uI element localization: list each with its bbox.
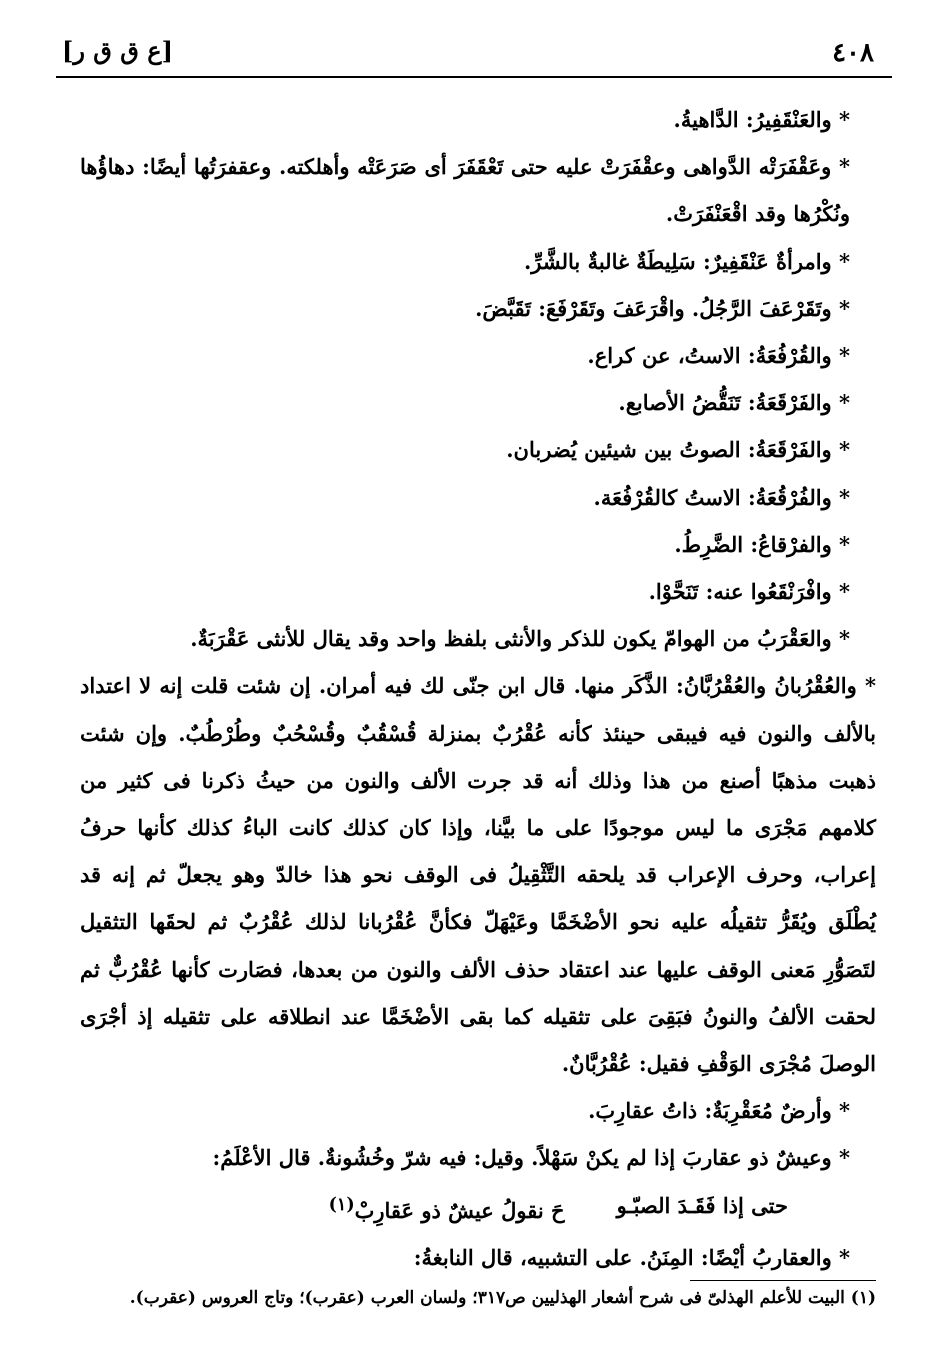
entry-aqarib-minan: * والعقاربُ أيْضًا: المِنَنُ. على التشبيه، قال النابغةُ: xyxy=(413,1244,850,1270)
entry-imraa-anqafir: * وامرأةٌ عَنْقَفِيرٌ: سَلِيطَةٌ غالبةٌ بالشَّرِّ. xyxy=(524,248,850,274)
footnote-marker[interactable]: (١) xyxy=(328,1194,355,1215)
body-text xyxy=(80,96,876,1281)
verse-first-hemistich: حتى إذا فَقَـدَ الصبّـو xyxy=(616,1192,788,1218)
entry-ifranqau: * وافْرَنْقَعُوا عنه: تَنَحَّوْا. xyxy=(648,579,850,605)
footnote: (١) البيت للأعلم الهذلىّ فى شرح أشعار الهذليين ص٣١٧؛ ولسان العرب (عقرب)؛ وتاج العروس (عقرب). xyxy=(129,1288,876,1308)
header-rule xyxy=(56,76,892,78)
entry-aqfarathu: * وعَقْفَرَتْه الدَّواهى وعقْفَرَتْ عليه حتى تَعْقَفَرَ أى صَرَعَتْه وأهلكته. وعقفرَتُها أيضًا: دهاؤُها ونُكْرُها وقد اقْعَنْفَرَتْ. xyxy=(80,154,850,227)
entry-anqafir: * والعَنْقَفِيرُ: الدَّاهيةُ. xyxy=(673,107,850,132)
entry-aysh-aqarib: * وعيشٌ ذو عقاربَ إذا لم يكنْ سَهْلاً. وقيل: فيه شرّ وخُشُونةٌ. قال الأعْلَمُ: xyxy=(212,1145,850,1171)
footnote-rule xyxy=(690,1280,876,1281)
page-number: ٤٠٨ xyxy=(832,38,874,68)
entry-aqrab: * والعَقْرَبُ من الهوامّ يكون للذكر والأنثى بلفظ واحد وقد يقال للأنثى عَقْرَبَةٌ. xyxy=(190,626,850,652)
entry-muaqriba: * وأرضٌ مُعَقْرِبَةٌ: ذاتُ عقارِبَ. xyxy=(588,1098,850,1124)
root-label: [ع ق ق ر] xyxy=(62,36,173,65)
entry-qurfua: * والقُرْفُعَةُ: الاستُ، عن كراع. xyxy=(587,343,850,369)
entry-taqaraafa: * وتَقَرْعَفَ الرَّجُلُ. واقْرَعَفَ وتَقَرْفَعَ: تَقَبَّضَ. xyxy=(475,295,850,321)
entry-farqaa-sawt: * والفَرْقَعَةُ: الصوتُ بين شيئين يُضربان. xyxy=(506,437,850,463)
verse-second-hemistich: حَ نقولُ عيشٌ ذو عَقارِبْ$^{(١)}$ xyxy=(328,1194,565,1223)
poetry-verse xyxy=(80,1182,876,1234)
entry-furqua: * والفُرْقُعَةُ: الاستُ كالقُرْفُعَة. xyxy=(593,484,850,510)
entry-farqaa-asabi: * والفَرْقَعَةُ: تَنَقُّضُ الأصابع. xyxy=(618,390,850,416)
entry-firqaa: * والفرْقاعُ: الضَّرِطُ. xyxy=(674,531,850,557)
entry-uqruban: * والعُقْرُبانُ والعُقْرُبَّانُ: الذَّكَر منها. قال ابن جنّى لك فيه أمران. إن شئت قلت إنه لا اعتداد بالألف والنون فيه فيبقى حينئذ كأنه عُقْرُبٌ بمنزلة قُسْقُبٌ وقُسْحُبٌ وطُرْطُبٌ. وإن شئت ذهبت مذهبًا أصنع من هذا وذلك أنه قد جرت الألف والنون من حيثُ ذكرنا فى كثير من كلامهم مَجْرَى ما ليس موجودًا على ما بيَّنا، وإذا كان كذلك كانت الباءُ كذلك كأنها حرفُ إعراب، وحرف الإعراب قد يلحقه التَّثْقِيلُ فى الوقف نحو هذا خالدّ وهو يجعلّ ثم إنه قد يُطْلَق ويُقَرُّ تثقيلُه عليه نحو الأضْخَمَّا وعَيْهَلّ فكأنَّ عُقْرُبانا لذلك عُقْرُبٌ ثم لحقَها التثقيل لتَصَوُّرِ مَعنى الوقف عليها عند اعتقاد حذف الألف والنون من بعدها، فصَارت كأنها عُقْرُبٌّ ثم لحقت الألفُ والنونُ فبَقِىَ على تثقيله كما بقى الأضْخَمَّا عند انطلاقه على تثقيله إذ أجْرَى الوصلَ مُجْرَى الوَقْفِ فقيل: عُقْرُبَّانٌ. xyxy=(80,673,876,1077)
